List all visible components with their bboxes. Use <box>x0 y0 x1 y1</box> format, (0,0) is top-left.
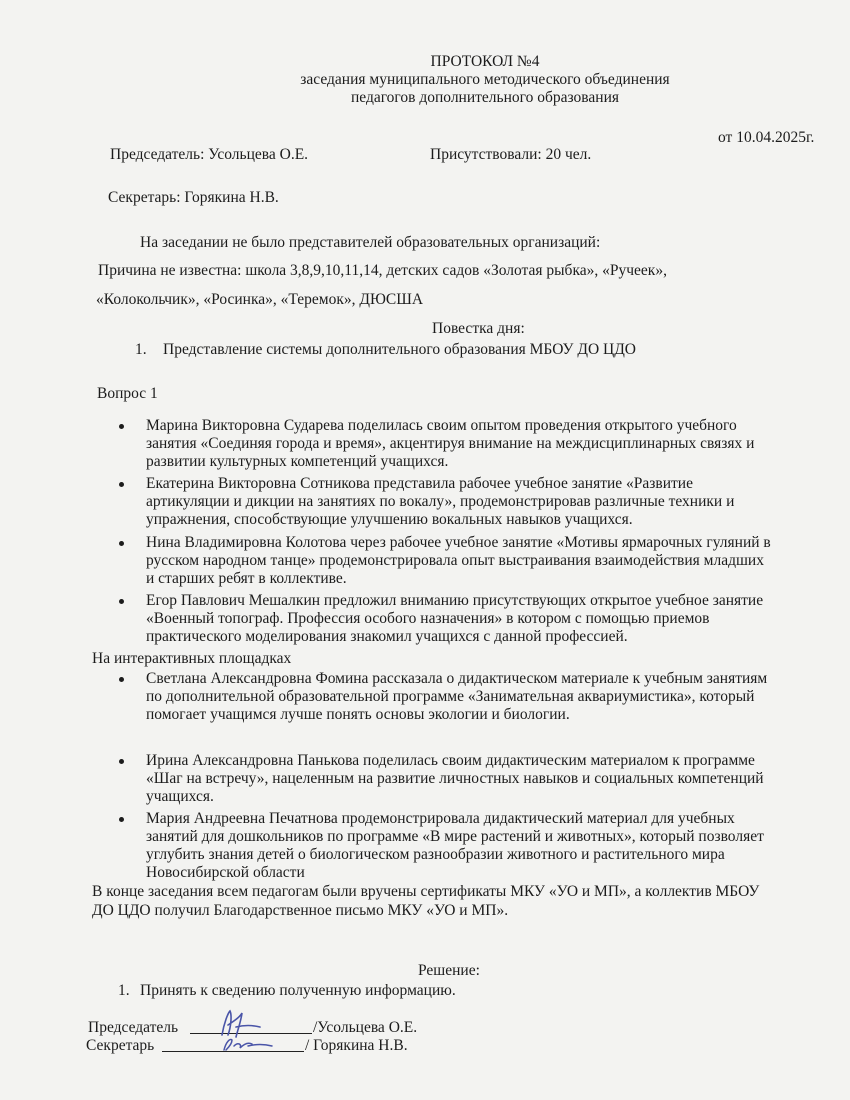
absence-line1: На заседании не было представителей образовательных организаций: <box>140 234 601 251</box>
list-item-line: Мария Андреевна Печатнова продемонстрировала дидактический материал для учебных <box>146 810 735 827</box>
absence-line2: Причина не известна: школа 3,8,9,10,11,14, детских садов «Золотая рыбка», «Ручеек», <box>98 262 667 279</box>
agenda-item: Представление системы дополнительного образования МБОУ ДО ЦДО <box>163 341 636 358</box>
list-item-line: по дополнительной образовательной программе «Занимательная аквариумистика», который <box>146 688 755 705</box>
list-item-line: артикуляции и дикции на занятиях по вокалу», продемонстрировав различные техники и <box>146 493 735 510</box>
bullet-icon <box>119 599 124 604</box>
list-item-line: помогает учащимся лучше понять основы экологии и биологии. <box>146 706 570 723</box>
bullet-icon <box>119 759 124 764</box>
bullet-icon <box>119 817 124 822</box>
bullet-icon <box>119 677 124 682</box>
list-item-line: Екатерина Викторовна Сотникова представила рабочее учебное занятие «Развитие <box>146 475 693 492</box>
list-item-line: практического моделирования знакомил учащихся с данной профессией. <box>146 628 628 645</box>
list-item-line: занятий для дошкольников по программе «В мире растений и животных», который позволяет <box>146 828 764 845</box>
closing-line2: ДО ЦДО получил Благодарственное письмо МКУ «УО и МП». <box>92 902 509 919</box>
decision-item: Принять к сведению полученную информацию. <box>140 982 456 999</box>
agenda-item-number: 1. <box>135 341 147 358</box>
list-item-line: Новосибирской области <box>146 864 305 881</box>
list-item-line: занятия «Соединяя города и время», акцентируя внимание на междисциплинарных связях и <box>146 435 755 452</box>
absence-line3: «Колокольчик», «Росинка», «Теремок», ДЮСША <box>96 291 424 308</box>
bullet-icon <box>119 424 124 429</box>
list-item-line: Марина Викторовна Сударева поделилась своим опытом проведения открытого учебного <box>146 417 737 434</box>
decision-item-number: 1. <box>118 982 130 999</box>
list-item-line: и старших ребят в коллективе. <box>146 570 347 587</box>
list-item-line: Егор Павлович Мешалкин предложил вниманию присутствующих открытое учебное занятие <box>146 592 764 609</box>
decision-title: Решение: <box>418 962 480 979</box>
list-item-line: «Шаг на встречу», нацеленным на развитие личностных навыков и социальных компетенций <box>146 770 764 787</box>
secretary-line: Секретарь: Горякина Н.В. <box>108 189 279 206</box>
chair-signature-label: Председатель <box>88 1019 179 1036</box>
protocol-subtitle-line1: заседания муниципального методического объединения <box>300 71 670 88</box>
secretary-signature-name: / Горякина Н.В. <box>305 1037 408 1054</box>
question-title: Вопрос 1 <box>97 385 158 402</box>
bullet-icon <box>119 541 124 546</box>
bullet-icon <box>119 482 124 487</box>
protocol-date: от 10.04.2025г. <box>718 129 815 146</box>
secretary-signature-scribble <box>218 1032 278 1058</box>
closing-line1: В конце заседания всем педагогам были вручены сертификаты МКУ «УО и МП», а коллектив МБОУ <box>92 883 760 900</box>
list-item-line: углубить знания детей о биологическом разнообразии животного и растительного мира <box>146 846 725 863</box>
secretary-signature-label: Секретарь <box>86 1037 155 1054</box>
list-item-line: Светлана Александровна Фомина рассказала о дидактическом материале к учебным занятиям <box>146 670 768 687</box>
list-item-line: русском народном танце» продемонстрировала опыт выстраивания взаимодействия младших <box>146 552 764 569</box>
agenda-title: Повестка дня: <box>432 320 525 337</box>
protocol-subtitle-line2: педагогов дополнительного образования <box>350 89 620 106</box>
list-item-line: учащихся. <box>146 788 214 805</box>
protocol-title: ПРОТОКОЛ №4 <box>430 53 540 70</box>
platforms-title: На интерактивных площадках <box>92 650 292 667</box>
present-line: Присутствовали: 20 чел. <box>430 146 592 163</box>
list-item-line: Ирина Александровна Панькова поделилась своим дидактическим материалом к программе <box>146 752 755 769</box>
list-item-line: развитии культурных компетенций учащихся. <box>146 453 449 470</box>
chair-signature-name: /Усольцева О.Е. <box>313 1019 418 1036</box>
chair-line: Председатель: Усольцева О.Е. <box>110 146 309 163</box>
list-item-line: упражнения, способствующие улучшению вокальных навыков учащихся. <box>146 511 633 528</box>
list-item-line: «Военный топограф. Профессия особого назначения» в котором с помощью приемов <box>146 610 710 627</box>
list-item-line: Нина Владимировна Колотова через рабочее учебное занятие «Мотивы ярмарочных гуляний в <box>146 534 771 551</box>
